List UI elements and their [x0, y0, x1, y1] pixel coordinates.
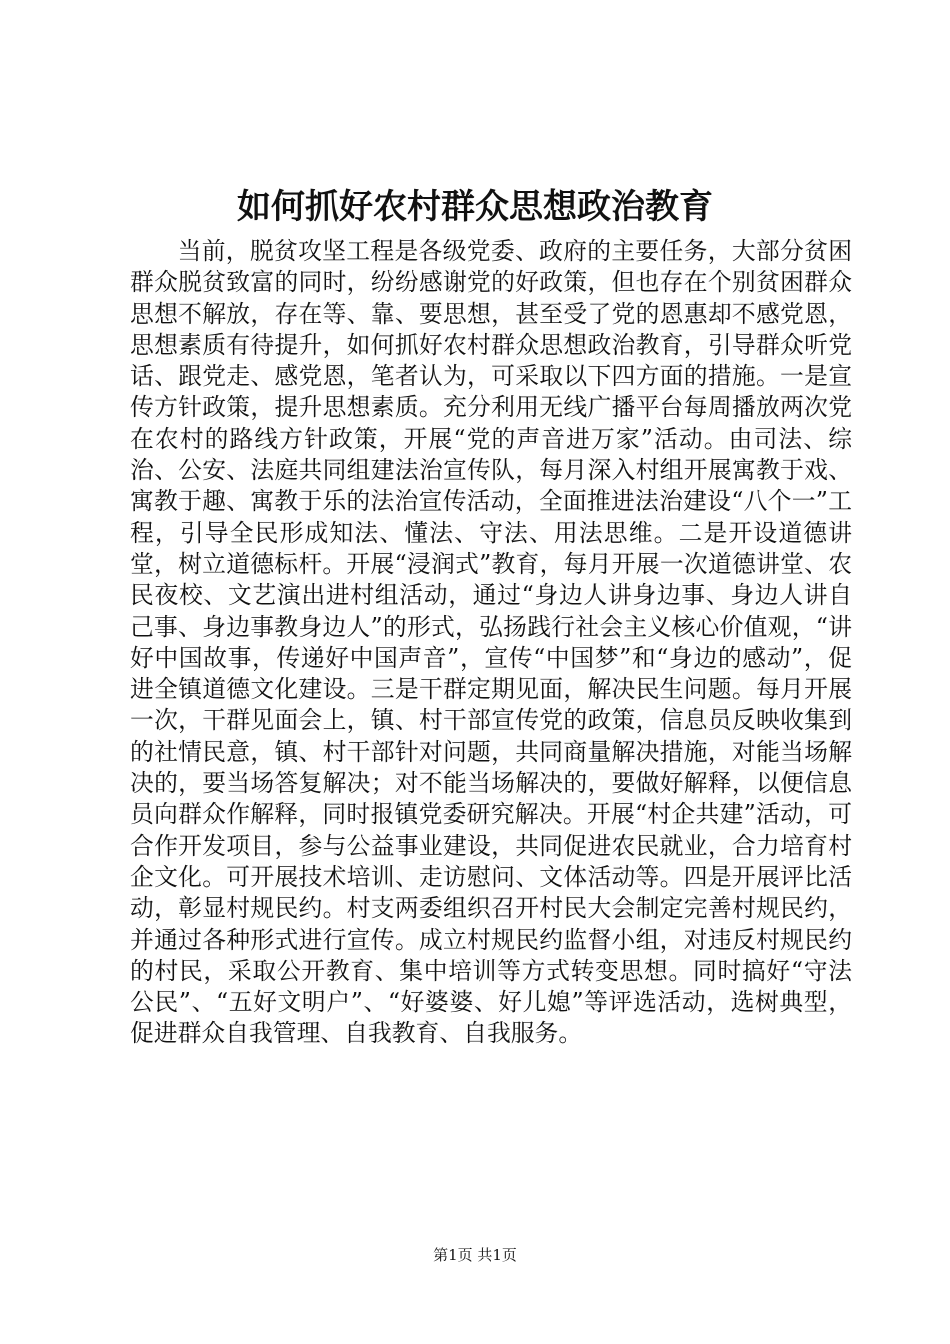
- document-title: 如何抓好农村群众思想政治教育: [237, 187, 713, 227]
- body-paragraph: 当前，脱贫攻坚工程是各级党委、政府的主要任务，大部分贫困群众脱贫致富的同时，纷纷感谢党的好政策，但也存在个别贫困群众思想不解放，存在等、靠、要思想，甚至受了党的恩惠却不感党恩，思想素质有待提升，如何抓好农村群众思想政治教育，引导群众听党话、跟党走、感党恩，笔者认为，可采取以下四方面的措施。一是宣传方针政策，提升思想素质。充分利用无线广播平台每周播放两次党在农村的路线方针政策，开展“党的声音进万家”活动。由司法、综治、公安、法庭共同组建法治宣传队，每月深入村组开展寓教于戏、寓教于趣、寓教于乐的法治宣传活动，全面推进法治建设“八个一”工程，引导全民形成知法、懂法、守法、用法思维。二是开设道德讲堂，树立道德标杆。开展“浸润式”教育，每月开展一次道德讲堂、农民夜校、文艺演出进村组活动，通过“身边人讲身边事、身边人讲自己事、身边事教身边人”的形式，弘扬践行社会主义核心价值观，“讲好中国故事，传递好中国声音”，宣传“中国梦”和“身边的感动”，促进全镇道德文化建设。三是干群定期见面，解决民生问题。每月开展一次，干群见面会上，镇、村干部宣传党的政策，信息员反映收集到的社情民意，镇、村干部针对问题，共同商量解决措施，对能当场解决的，要当场答复解决；对不能当场解决的，要做好解释，以便信息员向群众作解释，同时报镇党委研究解决。开展“村企共建”活动，可合作开发项目，参与公益事业建设，共同促进农民就业，合力培育村企文化。可开展技术培训、走访慰问、文体活动等。四是开展评比活动，彰显村规民约。村支两委组织召开村民大会制定完善村规民约，并通过各种形式进行宣传。成立村规民约监督小组，对违反村规民约的村民，采取公开教育、集中培训等方式转变思想。同时搞好“守法公民”、“五好文明户”、“好婆婆、好儿媳”等评选活动，选树典型，促进群众自我管理、自我教育、自我服务。: [130, 237, 852, 1048]
- page-number-footer: 第1页 共1页: [433, 1246, 517, 1264]
